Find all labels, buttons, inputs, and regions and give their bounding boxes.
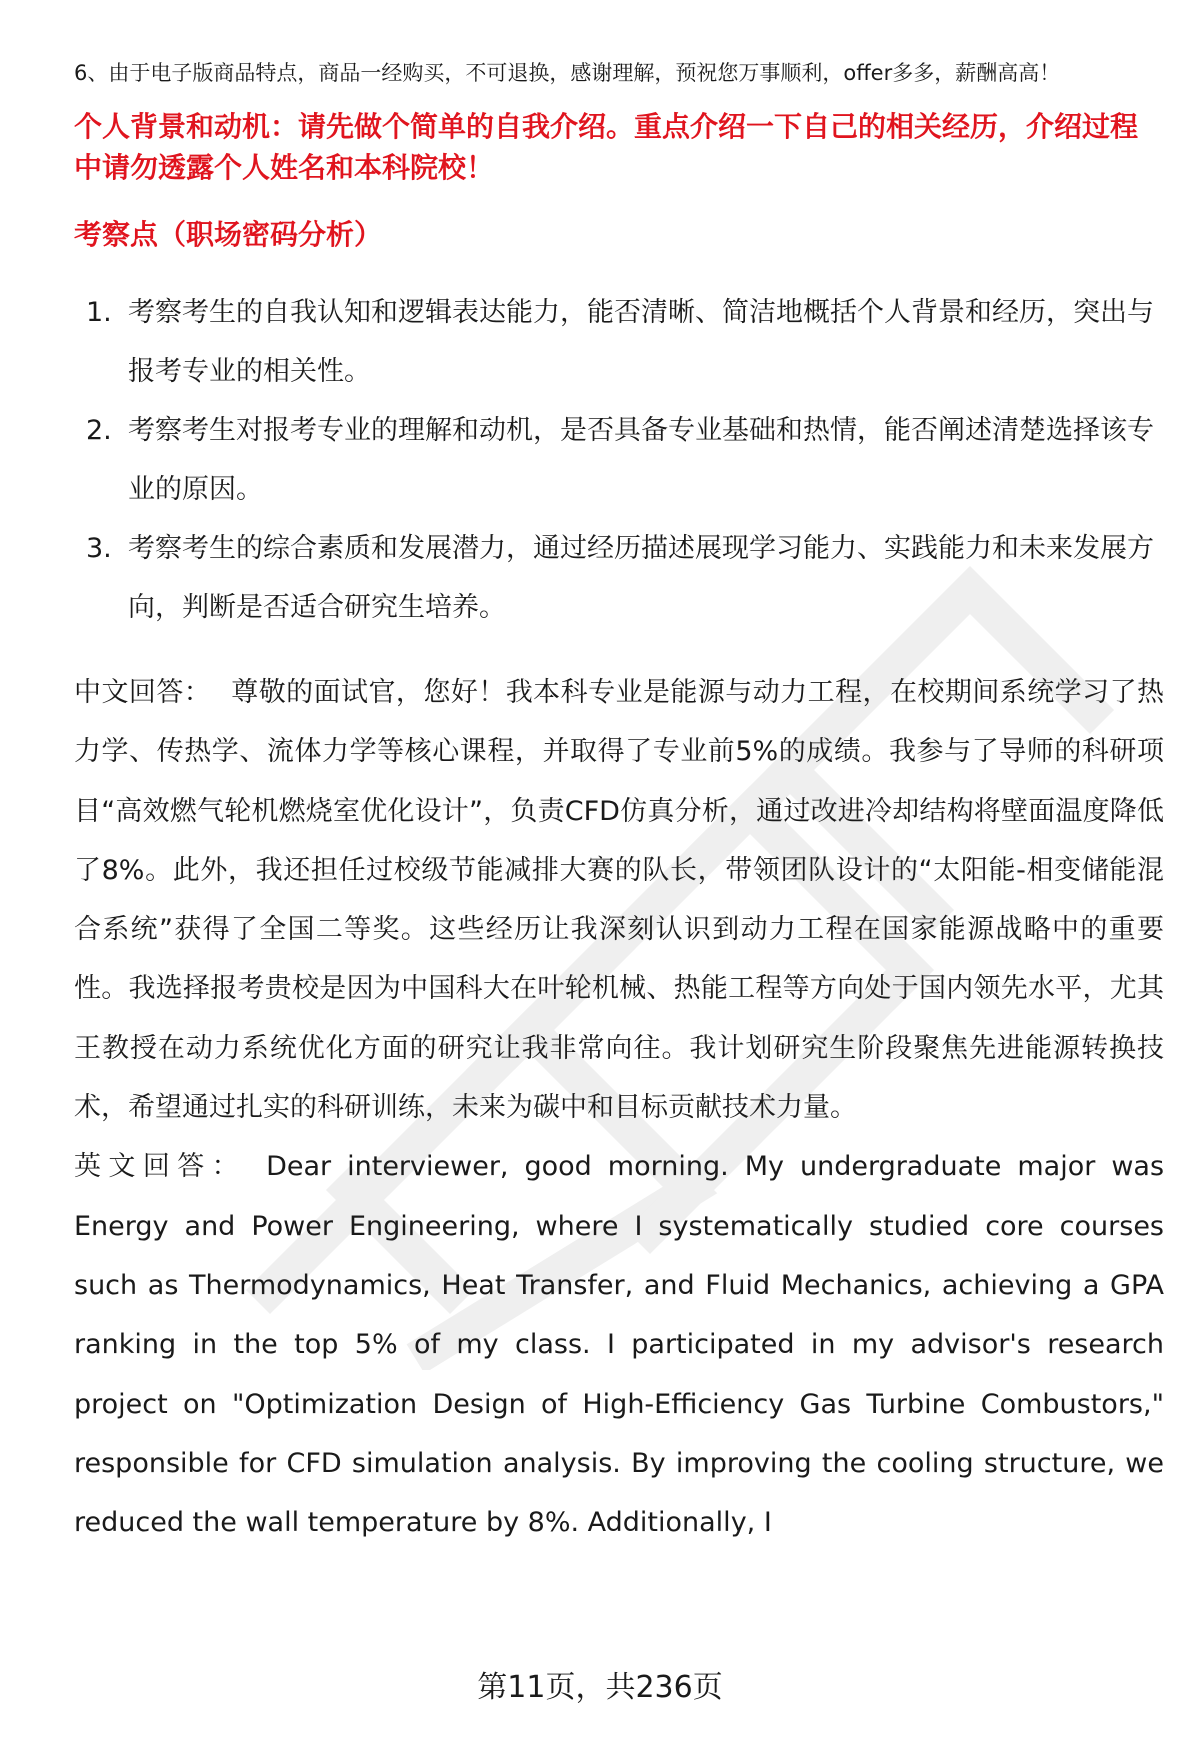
chinese-answer <box>74 663 1164 1137</box>
analysis-point-text: 考察考生的综合素质和发展潜力，通过经历描述展现学习能力、实践能力和未来发展方向，判断是否适合研究生培养。 <box>128 533 1154 623</box>
analysis-point <box>74 519 1164 637</box>
page-content <box>74 58 1164 1552</box>
analysis-point-text: 考察考生的自我认知和逻辑表达能力，能否清晰、简洁地概括个人背景和经历，突出与报考专业的相关性。 <box>128 297 1154 387</box>
question-heading: 个人背景和动机：请先做个简单的自我介绍。重点介绍一下自己的相关经历，介绍过程中请勿透露个人姓名和本科院校！ <box>74 110 1139 184</box>
analysis-title: 考察点（职场密码分析） <box>74 218 383 251</box>
analysis-point-number: 1. <box>86 297 112 328</box>
english-answer-label: 英文回答： <box>74 1151 247 1183</box>
analysis-point <box>74 283 1164 401</box>
page-number-footer: 第11页，共236页 <box>477 1670 723 1705</box>
analysis-point <box>74 401 1164 519</box>
analysis-point-text: 考察考生对报考专业的理解和动机，是否具备专业基础和热情，能否阐述清楚选择该专业的原因。 <box>128 415 1154 505</box>
analysis-point-number: 3. <box>86 533 112 564</box>
chinese-answer-label: 中文回答： <box>74 677 212 708</box>
analysis-points-list <box>74 283 1164 637</box>
chinese-answer-text: 尊敬的面试官，您好！我本科专业是能源与动力工程，在校期间系统学习了热力学、传热学、流体力学等核心课程，并取得了专业前5%的成绩。我参与了导师的科研项目“高效燃气轮机燃烧室优化设计”，负责CFD仿真分析，通过改进冷却结构将壁面温度降低了8%。此外，我还担任过校级节能减排大赛的队长，带领团队设计的“太阳能-相变储能混合系统”获得了全国二等奖。这些经历让我深刻认识到动力工程在国家能源战略中的重要性。我选择报考贵校是因为中国科大在叶轮机械、热能工程等方向处于国内领先水平，尤其王教授在动力系统优化方面的研究让我非常向往。我计划研究生阶段聚焦先进能源转换技术，希望通过扎实的科研训练，未来为碳中和目标贡献技术力量。 <box>74 677 1165 1124</box>
english-answer <box>74 1137 1164 1552</box>
analysis-point-number: 2. <box>86 415 112 446</box>
purchase-notice: 6、由于电子版商品特点，商品一经购买，不可退换，感谢理解，预祝您万事顺利，offer多多，薪酬高高！ <box>74 61 1061 85</box>
english-answer-text: Dear interviewer, good morning. My undergraduate major was Energy and Power Engineering, where I systematically studied core courses such as Thermodynamics, Heat Transfer, and Fluid Mechanics, achieving a GPA ranking in the top 5% of my class. I participated in my advisor's research project on "Optimization Design of High-Efficiency Gas Turbine Combustors," responsible for CFD simulation analysis. By improving the cooling structure, we reduced the wall temperature by 8%. Additionally, I <box>74 1151 1165 1539</box>
